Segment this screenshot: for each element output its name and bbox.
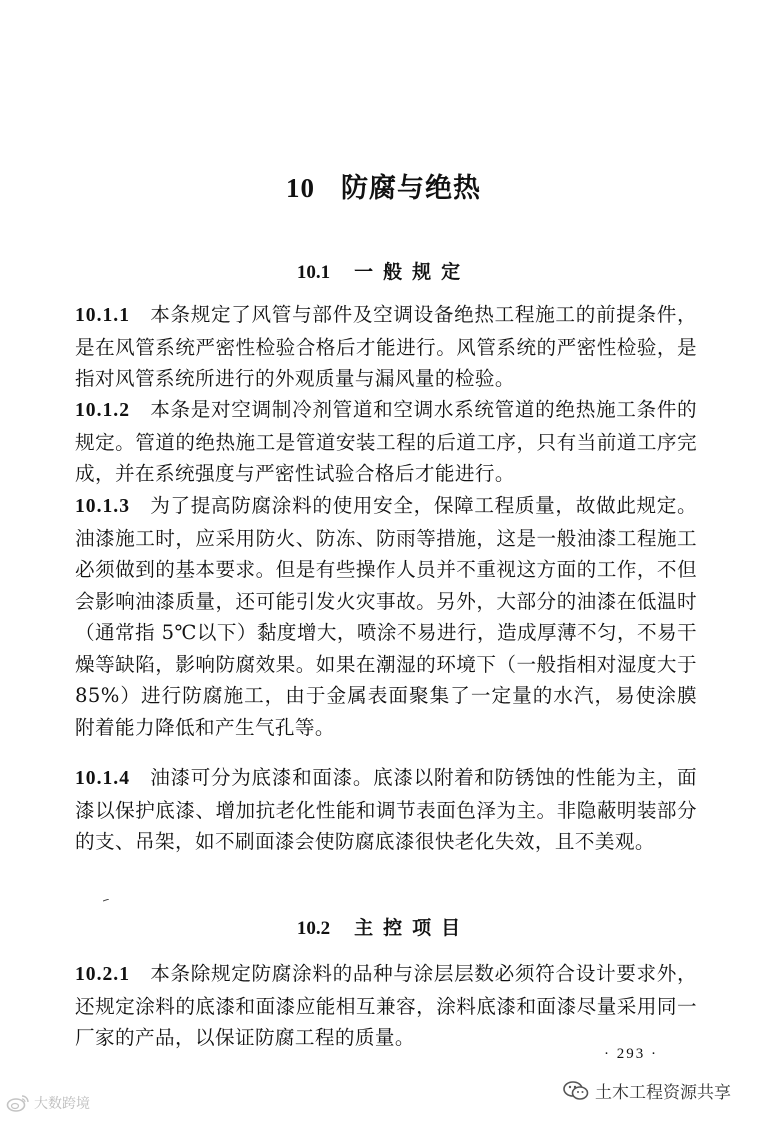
clause-number: 10.2.1 [75,964,130,985]
wechat-watermark-text: 土木工程资源共享 [595,1083,731,1103]
clause-10-1-4 [75,762,697,858]
section-heading-10-1 [0,257,767,284]
weibo-icon [6,1093,30,1113]
scan-artifact [103,899,109,902]
clause-number: 10.1.1 [75,305,130,326]
section-number: 10.1 [296,262,331,283]
clause-10-1-1 [75,299,697,395]
clause-number: 10.1.3 [75,496,130,517]
section-number: 10.2 [296,918,331,939]
weibo-watermark [6,1093,90,1113]
chapter-number: 10 [286,173,315,203]
clause-10-1-2 [75,394,697,490]
clause-number: 10.1.2 [75,400,130,421]
chapter-name: 防腐与绝热 [341,173,481,204]
page-number: · 293 · [604,1046,658,1062]
clause-number: 10.1.4 [75,768,130,789]
wechat-watermark [563,1078,731,1103]
section-title: 一般规定 [354,261,471,283]
clause-text: 为了提高防腐涂料的使用安全，保障工程质量，故做此规定。油漆施工时，应采用防火、防冻、防雨等措施，这是一般油漆工程施工必须做到的基本要求。但是有些操作人员并不重视这方面的工作，不但会影响油漆质量，还可能引发火灾事故。另外，大部分的油漆在低温时（通常指 5℃以下）黏度增大，喷涂不易进行，造成厚薄不匀，不易干燥等缺陷，影响防腐效果。如果在潮湿的环境下（一般指相对湿度大于 85%）进行防腐施工，由于金属表面聚集了一定量的水汽，易使涂膜附着能力降低和产生气孔等。 [75,494,697,739]
chapter-title [0,166,767,205]
clause-text: 本条是对空调制冷剂管道和空调水系统管道的绝热施工条件的规定。管道的绝热施工是管道安装工程的后道工序，只有当前道工序完成，并在系统强度与严密性试验合格后才能进行。 [75,398,697,485]
clause-text: 本条除规定防腐涂料的品种与涂层层数必须符合设计要求外，还规定涂料的底漆和面漆应能相互兼容，涂料底漆和面漆尽量采用同一厂家的产品，以保证防腐工程的质量。 [75,962,697,1049]
clause-text: 油漆可分为底漆和面漆。底漆以附着和防锈蚀的性能为主，面漆以保护底漆、增加抗老化性能和调节表面色泽为主。非隐蔽明装部分的支、吊架，如不刷面漆会使防腐底漆很快老化失效，且不美观。 [75,766,697,853]
clause-10-2-1 [75,958,697,1054]
weibo-watermark-text: 大数跨境 [34,1096,90,1112]
wechat-icon [563,1080,589,1102]
clause-10-1-3 [75,490,697,743]
section-heading-10-2 [0,913,767,940]
clause-text: 本条规定了风管与部件及空调设备绝热工程施工的前提条件，是在风管系统严密性检验合格后才能进行。风管系统的严密性检验，是指对风管系统所进行的外观质量与漏风量的检验。 [75,303,697,390]
section-title: 主控项目 [354,917,471,939]
